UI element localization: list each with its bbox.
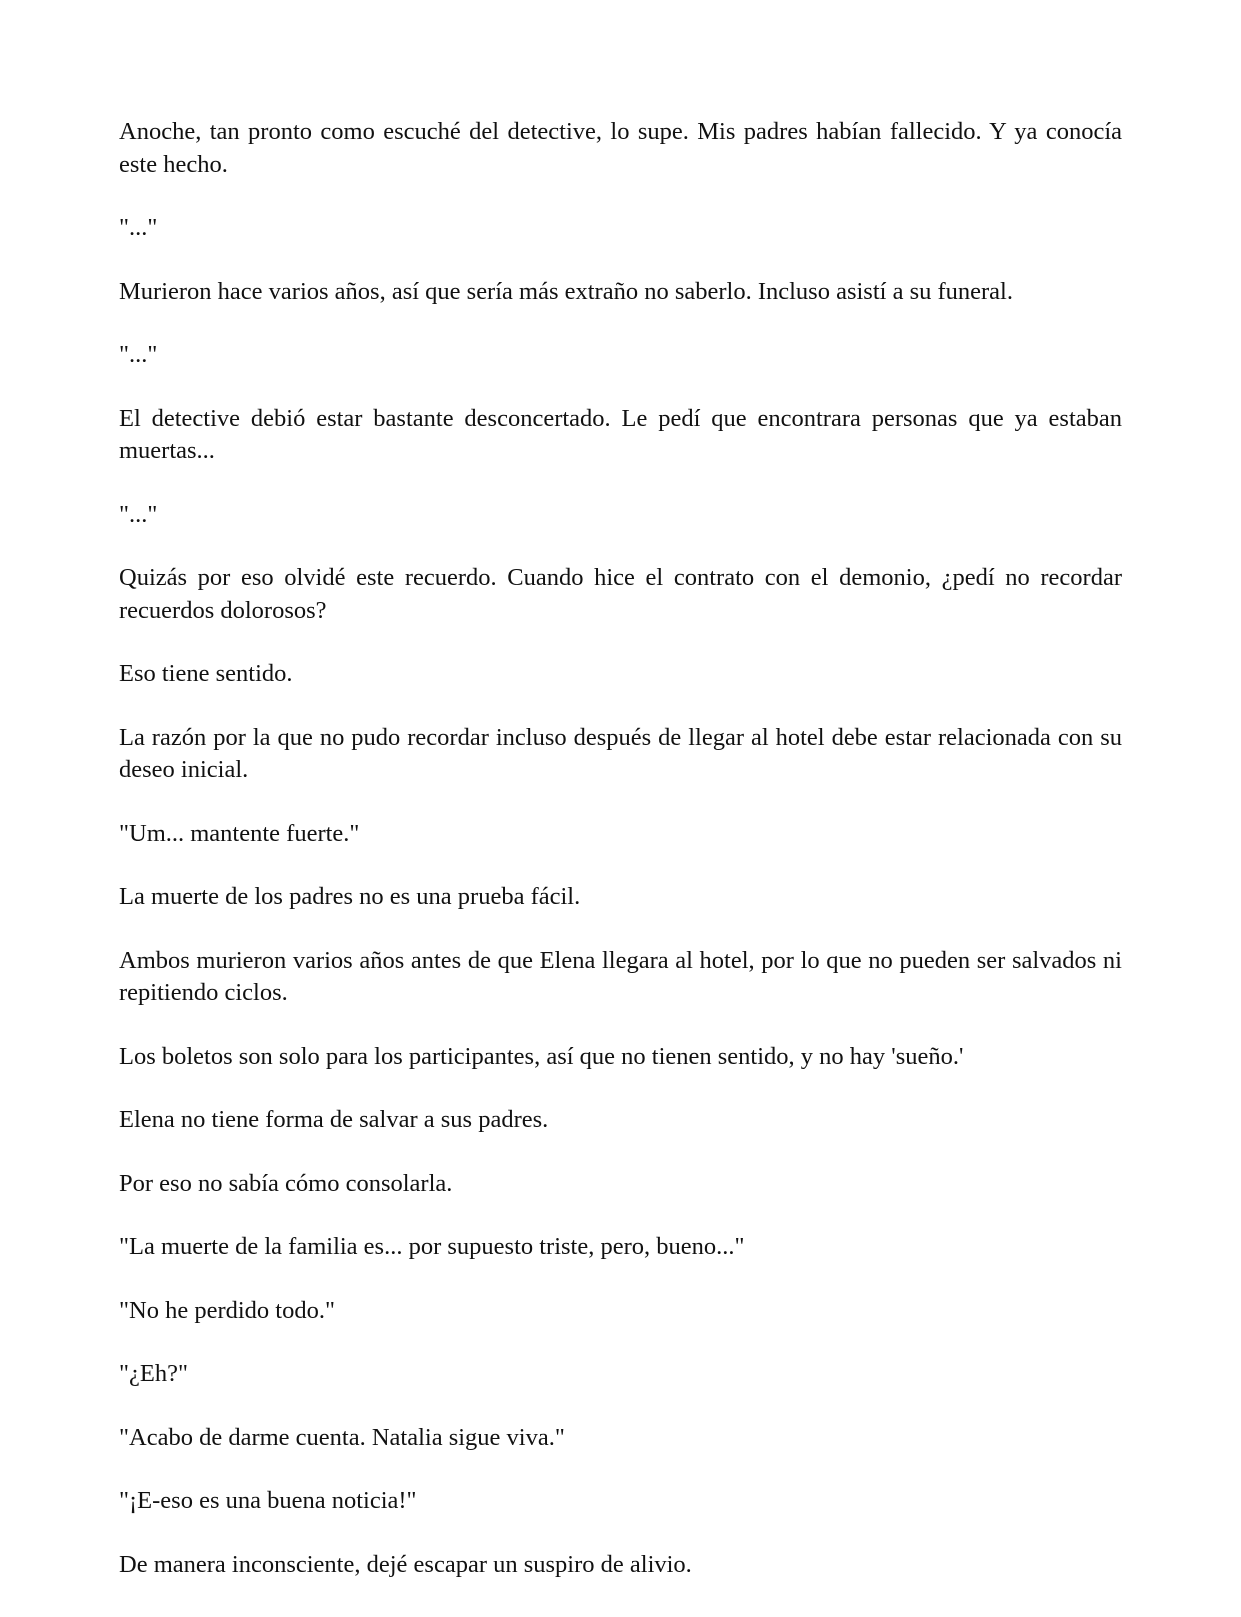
paragraph-15: Por eso no sabía cómo consolarla. bbox=[119, 1169, 453, 1197]
paragraph-17: "No he perdido todo." bbox=[119, 1296, 335, 1324]
paragraph-4: "..." bbox=[119, 341, 158, 368]
paragraph-21: De manera inconsciente, dejé escapar un suspiro de alivio. bbox=[119, 1550, 692, 1578]
paragraph-10: "Um... mantente fuerte." bbox=[119, 819, 360, 847]
paragraph-19: "Acabo de darme cuenta. Natalia sigue viva." bbox=[119, 1423, 565, 1451]
paragraph-13: Los boletos son solo para los participantes, así que no tienen sentido, y no hay 'sueño.' bbox=[119, 1042, 964, 1070]
paragraph-14: Elena no tiene forma de salvar a sus padres. bbox=[119, 1106, 549, 1133]
paragraph-1: Anoche, tan pronto como escuché del detective, lo supe. Mis padres habían fallecido. Y ya conocía este hecho. bbox=[119, 118, 1122, 178]
paragraph-12: Ambos murieron varios años antes de que Elena llegara al hotel, por lo que no pueden ser salvados ni repitiendo ciclos. bbox=[119, 946, 1122, 1006]
paragraph-9: La razón por la que no pudo recordar incluso después de llegar al hotel debe estar relacionada con su deseo inicial. bbox=[119, 723, 1122, 783]
paragraph-20: "¡E-eso es una buena noticia!" bbox=[119, 1487, 417, 1514]
paragraph-7: Quizás por eso olvidé este recuerdo. Cuando hice el contrato con el demonio, ¿pedí no recordar recuerdos dolorosos? bbox=[119, 564, 1122, 624]
paragraph-8: Eso tiene sentido. bbox=[119, 660, 293, 687]
paragraph-11: La muerte de los padres no es una prueba fácil. bbox=[119, 883, 581, 910]
paragraph-3: Murieron hace varios años, así que sería más extraño no saberlo. Incluso asistí a su funeral. bbox=[119, 277, 1013, 305]
paragraph-2: "..." bbox=[119, 214, 158, 241]
paragraph-18: "¿Eh?" bbox=[119, 1360, 188, 1387]
paragraph-16: "La muerte de la familia es... por supuesto triste, pero, bueno..." bbox=[119, 1233, 745, 1260]
paragraph-5: El detective debió estar bastante desconcertado. Le pedí que encontrara personas que ya estaban muertas... bbox=[119, 404, 1122, 464]
paragraph-6: "..." bbox=[119, 500, 158, 528]
document-page bbox=[119, 116, 1122, 1612]
